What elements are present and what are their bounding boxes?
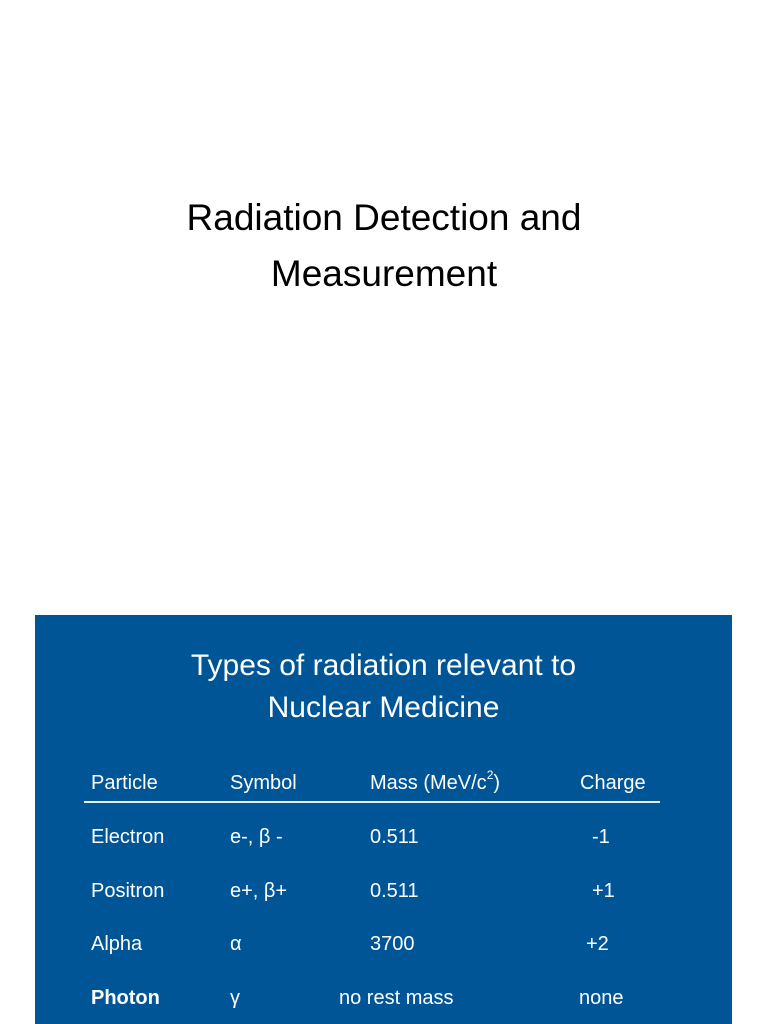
header-mass-prefix: Mass (MeV/c: [370, 772, 487, 794]
cell-particle: Alpha: [91, 933, 143, 955]
cell-charge: +1: [592, 880, 615, 902]
cell-charge: -1: [592, 826, 610, 848]
cell-mass: 3700: [370, 933, 415, 955]
header-charge: Charge: [580, 772, 646, 794]
header-divider: [84, 801, 660, 803]
cell-symbol: α: [230, 933, 242, 955]
header-mass: [370, 768, 500, 798]
table-row: [35, 876, 732, 906]
cell-symbol: γ: [230, 987, 240, 1009]
cell-mass: 0.511: [370, 880, 419, 902]
panel-title: [35, 645, 732, 729]
cell-particle: Electron: [91, 826, 165, 848]
radiation-types-panel: [35, 615, 732, 1024]
cell-mass: no rest mass: [339, 987, 454, 1009]
header-mass-sup: 2: [486, 768, 494, 783]
cell-mass: 0.511: [370, 826, 419, 848]
panel-title-line-2: Nuclear Medicine: [267, 691, 500, 724]
cell-symbol: e+, β+: [230, 880, 288, 902]
cell-particle: Photon: [91, 987, 160, 1009]
header-symbol: Symbol: [230, 772, 297, 794]
header-mass-suffix: ): [493, 772, 501, 794]
slide-title-line-2: Measurement: [270, 253, 498, 294]
cell-charge: none: [579, 987, 624, 1009]
table-row: [35, 822, 732, 852]
slide-title-line-1: Radiation Detection and: [186, 197, 582, 238]
cell-charge: +2: [586, 933, 609, 955]
slide-title: [0, 190, 768, 302]
table-row: [35, 983, 732, 1013]
header-particle: Particle: [91, 772, 158, 794]
cell-symbol: e-, β -: [230, 826, 283, 848]
cell-particle: Positron: [91, 880, 165, 902]
panel-title-line-1: Types of radiation relevant to: [190, 649, 577, 682]
table-row: [35, 929, 732, 959]
table-header-row: [35, 768, 732, 798]
